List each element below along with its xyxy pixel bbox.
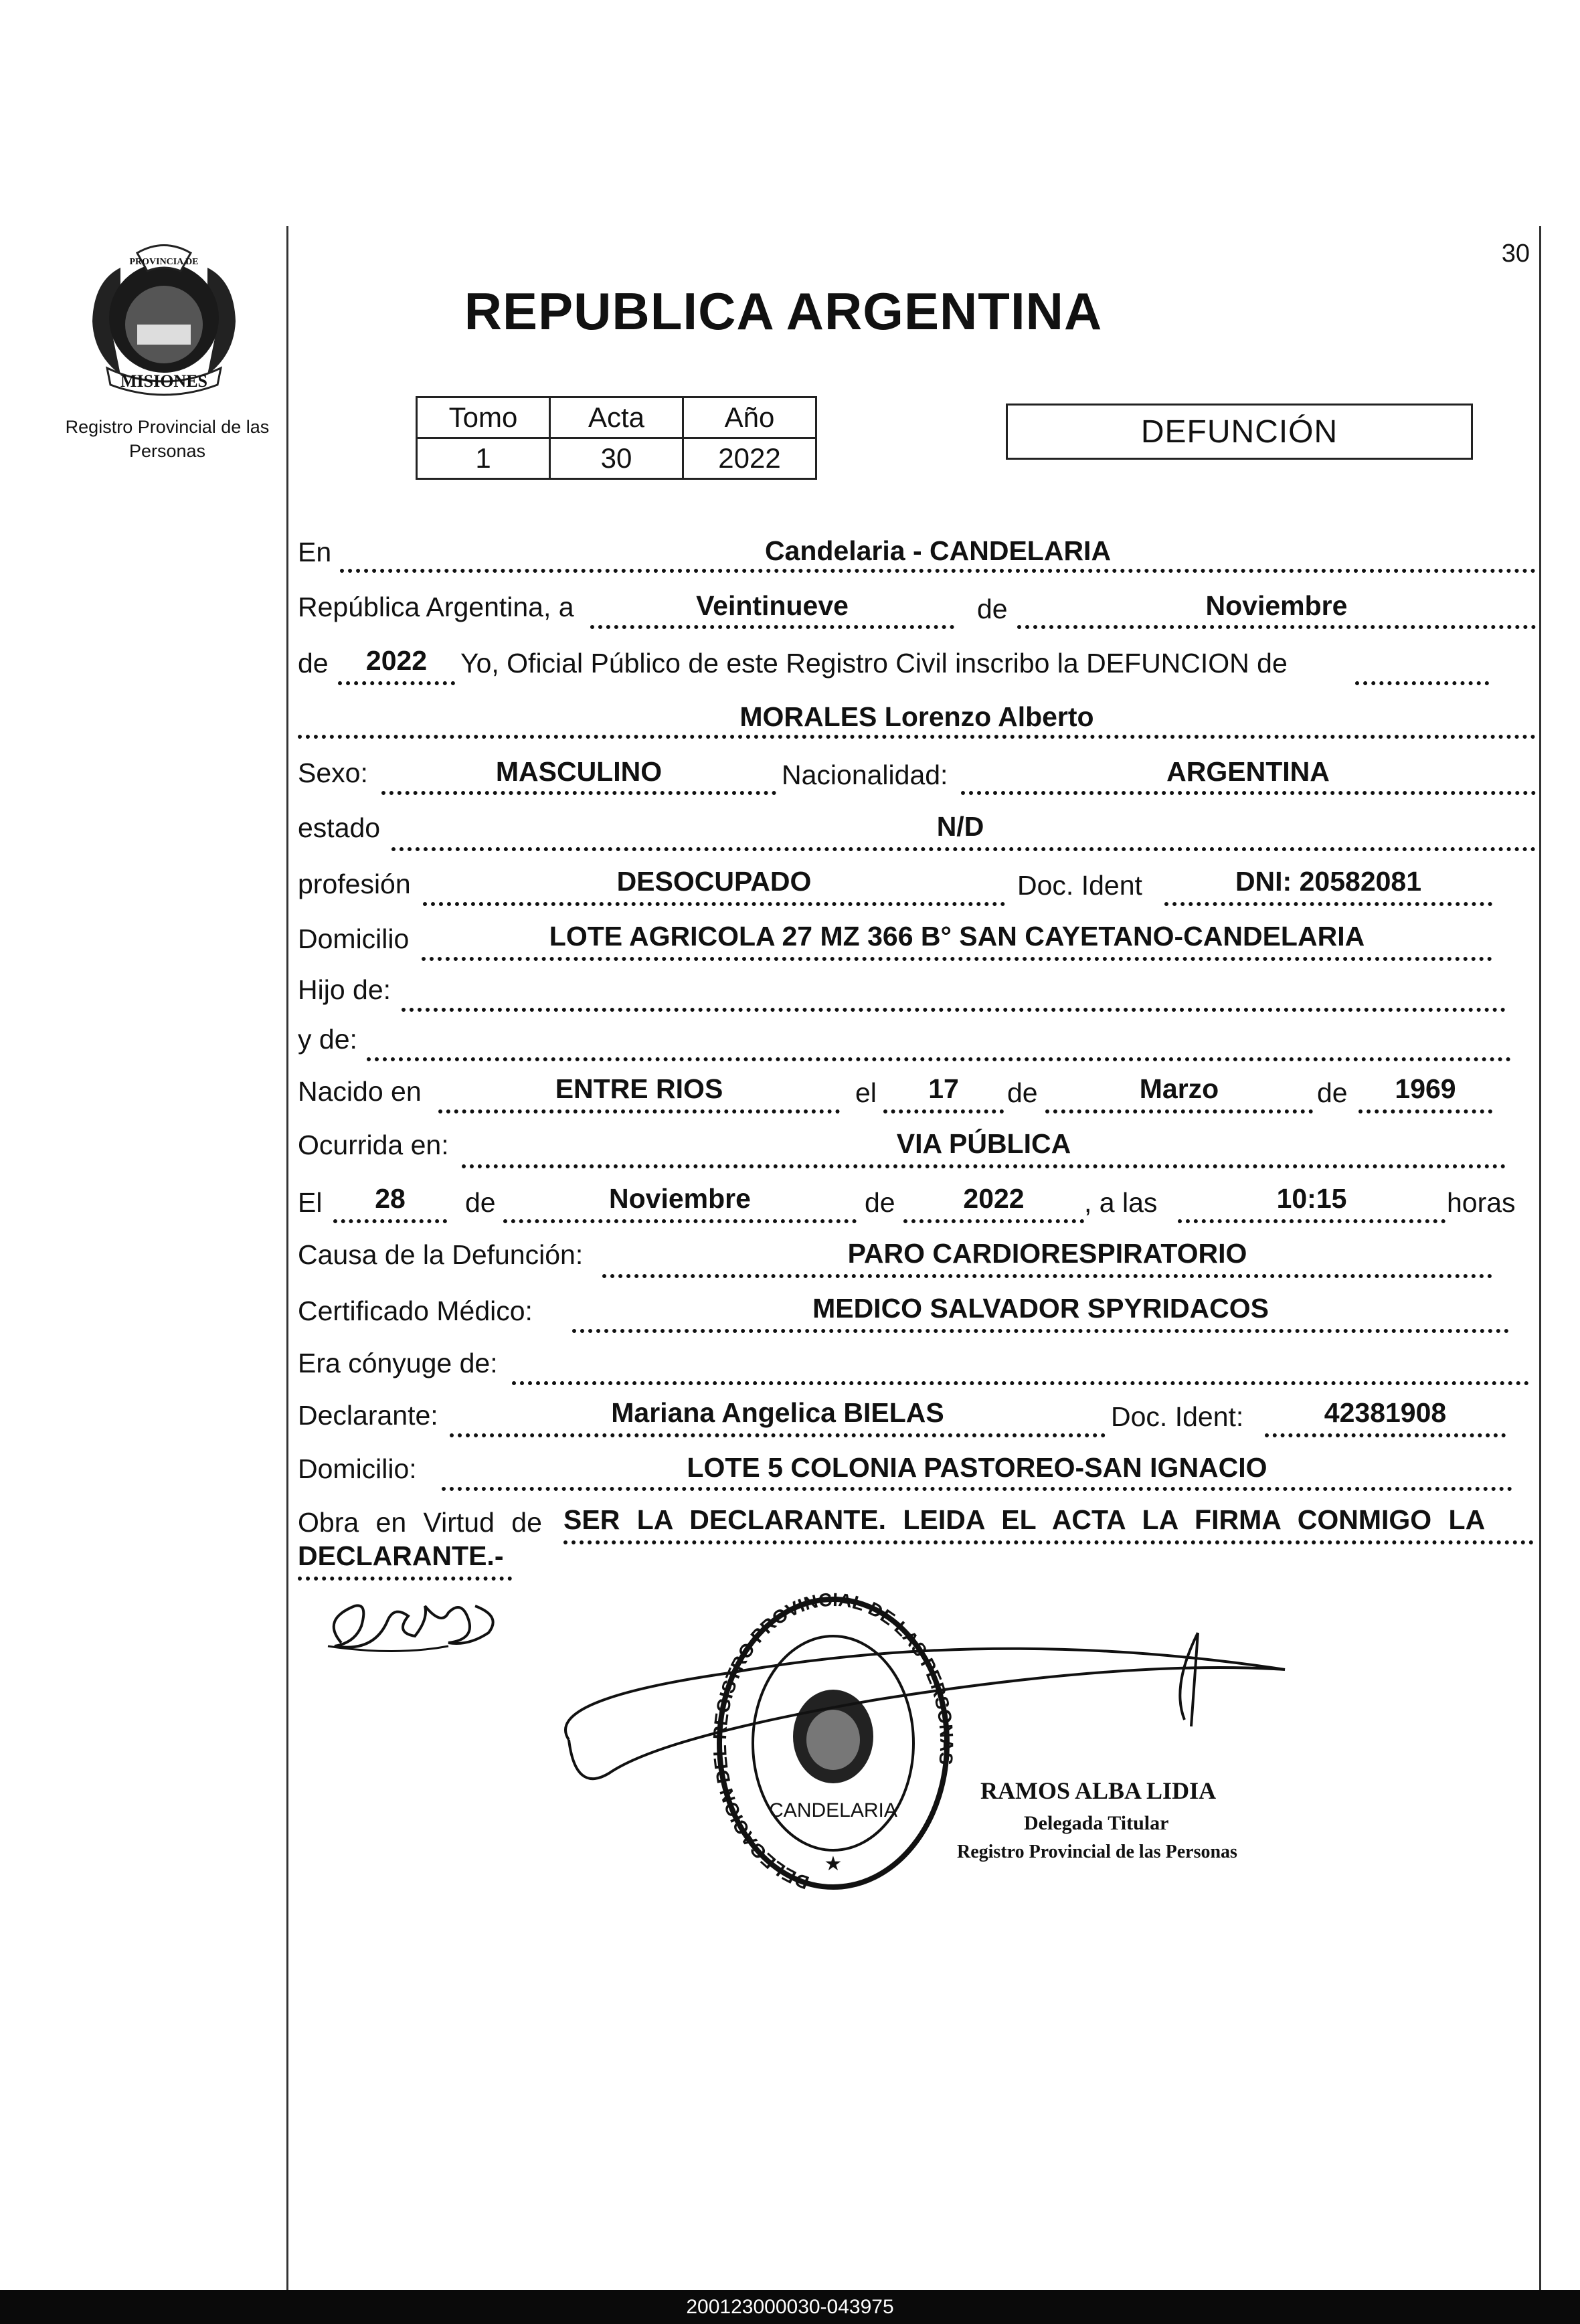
value-sexo: MASCULINO (495, 756, 663, 787)
label-horas: horas (1447, 1187, 1516, 1218)
dotted-line (462, 1164, 1506, 1168)
dotted-line (298, 735, 1536, 739)
dotted-line (961, 791, 1536, 795)
label-el-cap: El (298, 1187, 323, 1218)
label-doc-ident2: Doc. Ident: (1111, 1401, 1244, 1432)
stamp-bottom-text: CANDELARIA (769, 1799, 897, 1821)
value-lugar: Candelaria - CANDELARIA (764, 535, 1112, 566)
dotted-line (391, 847, 1536, 851)
value-declarante-domicilio: LOTE 5 COLONIA PASTOREO-SAN IGNACIO (687, 1452, 1267, 1483)
label-conyuge: Era cónyuge de: (298, 1348, 498, 1378)
dotted-line (1045, 1109, 1313, 1113)
label-declarante: Declarante: (298, 1400, 438, 1431)
label-oficial-text: Yo, Oficial Público de este Registro Civil inscribo la DEFUNCION de (460, 648, 1288, 679)
table-value-tomo: 1 (417, 438, 550, 479)
label-y-de: y de: (298, 1024, 357, 1055)
official-org: Registro Provincial de las Personas (957, 1842, 1237, 1862)
dotted-line (1355, 681, 1489, 685)
record-type-box (1006, 404, 1473, 460)
value-hora: 10:15 (1276, 1183, 1347, 1214)
dotted-line (883, 1109, 1004, 1113)
dotted-line (512, 1381, 1529, 1385)
table-value-acta: 30 (550, 438, 683, 479)
table-header-acta: Acta (550, 397, 683, 438)
emblem-top-text: PROVINCIA DE (129, 257, 199, 267)
value-declarante-doc: 42381908 (1324, 1397, 1447, 1428)
label-certificado: Certificado Médico: (298, 1295, 533, 1326)
label-nacido-en: Nacido en (298, 1076, 422, 1107)
dotted-line (503, 1219, 857, 1223)
table-header-tomo: Tomo (417, 397, 550, 438)
dotted-line (1265, 1433, 1506, 1437)
record-number-table (416, 396, 817, 480)
left-margin-rule (286, 226, 288, 2290)
dotted-line (423, 902, 1005, 906)
page-number: 30 (1501, 240, 1530, 268)
table-header-anio: Año (683, 397, 816, 438)
value-declarante: Mariana Angelica BIELAS (611, 1397, 944, 1428)
label-de: de (865, 1187, 895, 1218)
label-de: de (1317, 1077, 1348, 1108)
label-el: el (855, 1077, 877, 1108)
official-title: Delegada Titular (1024, 1812, 1169, 1834)
dotted-line (1178, 1219, 1445, 1223)
dotted-line (338, 681, 455, 685)
right-margin-rule (1539, 226, 1541, 2290)
dotted-line (1017, 625, 1536, 629)
dotted-line (422, 957, 1492, 961)
dotted-line (563, 1540, 1534, 1544)
label-profesion: profesión (298, 869, 411, 899)
label-hijo-de: Hijo de: (298, 974, 391, 1005)
label-en: En (298, 537, 332, 567)
label-ocurrida-en: Ocurrida en: (298, 1130, 449, 1160)
value-nac-mes: Marzo (1139, 1073, 1219, 1104)
value-def-dia: 28 (375, 1183, 406, 1214)
value-obra-line2: DECLARANTE.- (298, 1540, 504, 1571)
label-sexo: Sexo: (298, 757, 368, 788)
value-certificado: MEDICO SALVADOR SPYRIDACOS (812, 1293, 1269, 1324)
barcode-number: 200123000030-043975 (686, 2296, 894, 2318)
value-nac-anio: 1969 (1395, 1073, 1456, 1104)
label-republica-a: República Argentina, a (298, 592, 574, 622)
official-name: RAMOS ALBA LIDIA (980, 1777, 1217, 1804)
value-obra-line1: SER LA DECLARANTE. LEIDA EL ACTA LA FIRMA CONMIGO LA (563, 1504, 1486, 1535)
dotted-line (1358, 1109, 1492, 1113)
emblem-bottom-text: MISIONES (120, 371, 208, 391)
label-estado: estado (298, 812, 381, 843)
dotted-line (590, 625, 954, 629)
label-de: de (977, 594, 1008, 624)
country-title-text: REPUBLICA ARGENTINA (464, 282, 1103, 341)
label-a-las: , a las (1084, 1187, 1158, 1218)
value-def-anio: 2022 (963, 1183, 1025, 1214)
value-domicilio: LOTE AGRICOLA 27 MZ 366 B° SAN CAYETANO-CANDELARIA (549, 921, 1365, 952)
value-nacido-en: ENTRE RIOS (555, 1073, 723, 1104)
label-de: de (298, 648, 329, 679)
label-causa: Causa de la Defunción: (298, 1239, 584, 1270)
dotted-line (572, 1329, 1509, 1333)
label-de: de (465, 1187, 496, 1218)
value-ocurrida-en: VIA PÚBLICA (896, 1128, 1071, 1159)
dotted-line (381, 791, 776, 795)
value-anio: 2022 (365, 645, 428, 676)
table-value-anio: 2022 (683, 438, 816, 479)
label-nacionalidad: Nacionalidad: (782, 759, 948, 790)
dotted-line (1164, 902, 1492, 906)
dotted-line (333, 1219, 447, 1223)
value-profesion: DESOCUPADO (616, 866, 812, 897)
record-type-text: DEFUNCIÓN (1140, 414, 1338, 450)
value-dia-letras: Veintinueve (696, 590, 849, 621)
stamp-ring-text: DELEGACION D GISTRO PROVINCIAL DE LAS PERS (713, 1593, 954, 1894)
value-causa: PARO CARDIORESPIRATORIO (847, 1238, 1247, 1269)
label-domicilio: Domicilio (298, 923, 410, 954)
value-def-mes: Noviembre (609, 1183, 751, 1214)
label-domicilio2: Domicilio: (298, 1453, 417, 1484)
label-obra-en: Obra en Virtud de (298, 1507, 542, 1538)
barcode-strip (0, 2290, 1580, 2324)
value-nombre: MORALES Lorenzo Alberto (739, 701, 1094, 732)
label-de: de (1007, 1077, 1038, 1108)
stamp-star-icon: ★ (824, 1853, 843, 1875)
dotted-line (402, 1008, 1506, 1012)
dotted-line (450, 1433, 1106, 1437)
value-nacionalidad: ARGENTINA (1166, 756, 1330, 787)
dotted-line (340, 569, 1536, 573)
dotted-line (602, 1274, 1492, 1278)
dotted-line (367, 1057, 1511, 1061)
dotted-line (438, 1109, 840, 1113)
value-mes: Noviembre (1205, 590, 1348, 621)
dotted-line (903, 1219, 1084, 1223)
label-doc-ident: Doc. Ident (1017, 870, 1142, 901)
registry-label: Registro Provincial de las Personas (65, 417, 270, 461)
value-nac-dia: 17 (928, 1073, 959, 1104)
value-dni: DNI: 20582081 (1235, 866, 1422, 897)
value-estado: N/D (936, 811, 984, 842)
declarante-signature (315, 1579, 515, 1660)
country-title (0, 281, 1580, 342)
dotted-line (442, 1487, 1512, 1491)
